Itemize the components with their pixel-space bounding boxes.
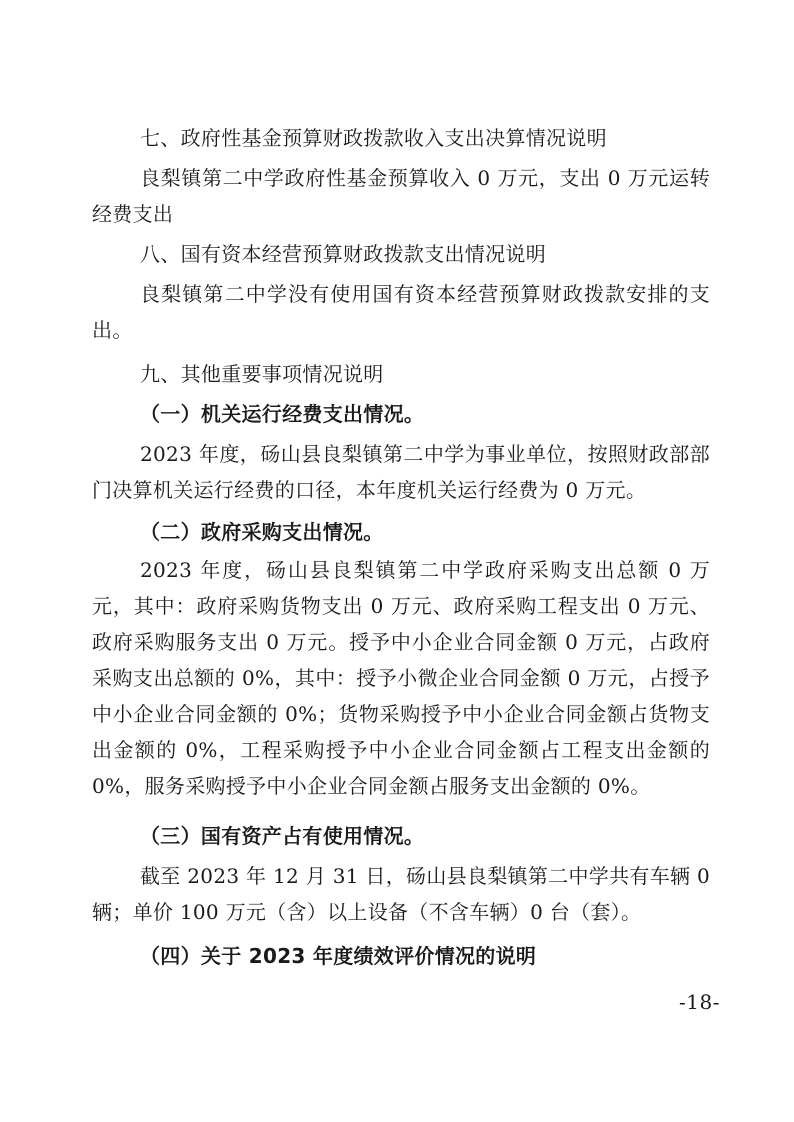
subsection-1-heading: （一）机关运行经费支出情况。 (140, 402, 425, 426)
subsection-4-heading: （四）关于 2023 年度绩效评价情况的说明 (140, 944, 537, 968)
section-9-heading: 九、其他重要事项情况说明 (140, 362, 384, 386)
section-8-body: 良梨镇第二中学没有使用国有资本经营预算财政拨款安排的支出。 (92, 282, 710, 342)
subsection-3-body: 截至 2023 年 12 月 31 日，砀山县良梨镇第二中学共有车辆 0 辆；单价 100 万元（含）以上设备（不含车辆）0 台（套）。 (92, 864, 710, 924)
subsection-2-heading: （二）政府采购支出情况。 (140, 520, 384, 544)
section-8-heading: 八、国有资本经营预算财政拨款支出情况说明 (140, 242, 546, 266)
section-7-body: 良梨镇第二中学政府性基金预算收入 0 万元，支出 0 万元运转经费支出 (92, 166, 710, 226)
subsection-3-heading: （三）国有资产占有使用情况。 (140, 824, 425, 848)
page-number: -18- (679, 990, 720, 1014)
subsection-1-body: 2023 年度，砀山县良梨镇第二中学为事业单位，按照财政部部门决算机关运行经费的口径，本年度机关运行经费为 0 万元。 (92, 442, 710, 502)
section-7-heading: 七、政府性基金预算财政拨款收入支出决算情况说明 (140, 126, 607, 150)
subsection-2-body: 2023 年度，砀山县良梨镇第二中学政府采购支出总额 0 万元，其中：政府采购货物支出 0 万元、政府采购工程支出 0 万元、政府采购服务支出 0 万元。授予中小企业合同金额 0 万元，占政府采购支出总额的 0%，其中：授予小微企业合同金额 0 万元，占授予中小企业合同金额的 0%；货物采购授予中小企业合同金额占货物支出金额的 0%，工程采购授予中小企业合同金额占工程支出金额的 0%，服务采购授予中小企业合同金额占服务支出金额的 0%。 (92, 558, 710, 798)
